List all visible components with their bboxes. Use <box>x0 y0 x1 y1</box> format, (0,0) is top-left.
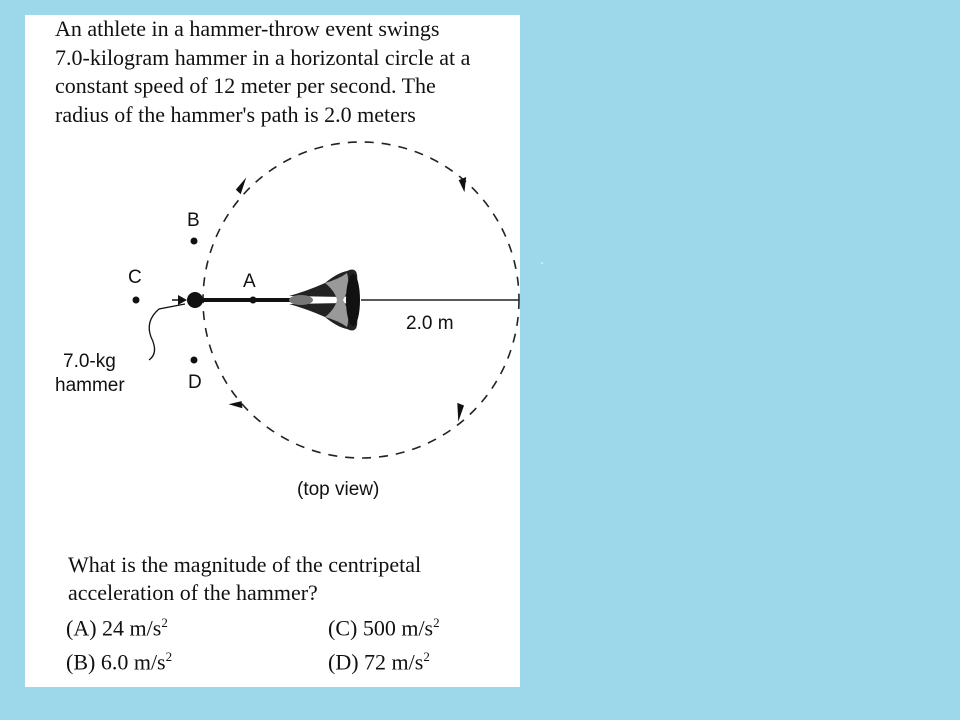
choice-a <box>66 615 168 641</box>
question-line: What is the magnitude of the centripetal <box>68 552 422 577</box>
question-line: acceleration of the hammer? <box>68 580 318 605</box>
label-point-c: C <box>128 267 142 288</box>
stray-dot <box>541 262 543 264</box>
choice-c-exponent: 2 <box>433 615 440 630</box>
question-text <box>68 551 421 607</box>
direction-arrow-icon <box>233 177 251 195</box>
problem-line: 7.0-kilogram hammer in a horizontal circle at a <box>55 44 471 70</box>
choice-c-text: (C) 500 m/s <box>328 615 434 641</box>
point-d-dot <box>191 357 198 364</box>
choice-d-text: (D) 72 m/s <box>328 649 424 675</box>
choice-d <box>328 649 430 675</box>
choice-a-exponent: 2 <box>161 615 168 630</box>
label-point-d: D <box>188 372 202 393</box>
choice-d-exponent: 2 <box>423 649 430 664</box>
hammer-throw-diagram <box>25 15 520 545</box>
point-c-dot <box>133 297 140 304</box>
label-hammer: hammer <box>55 375 125 396</box>
athlete-grip <box>289 270 360 331</box>
label-point-b: B <box>187 210 200 231</box>
label-point-a: A <box>243 271 256 292</box>
choice-c <box>328 615 440 641</box>
arrowhead <box>178 295 187 305</box>
point-b-dot <box>191 238 198 245</box>
label-radius: 2.0 m <box>406 313 454 334</box>
choice-b-text: (B) 6.0 m/s <box>66 649 166 675</box>
direction-arrow-icon <box>449 401 470 422</box>
label-top-view: (top view) <box>297 479 380 500</box>
label-hammer-mass: 7.0-kg <box>63 351 116 372</box>
hammer-ball <box>187 292 203 308</box>
hammer-leader-line <box>149 304 185 360</box>
problem-line: An athlete in a hammer-throw event swings <box>55 16 440 41</box>
problem-line: radius of the hammer's path is 2.0 meters <box>55 101 416 127</box>
worksheet-page <box>25 15 520 687</box>
choice-b <box>66 649 172 675</box>
problem-line: constant speed of 12 meter per second. The <box>55 73 436 98</box>
choice-a-text: (A) 24 m/s <box>66 615 162 641</box>
direction-arrow-icon <box>455 175 472 193</box>
point-a-dot <box>250 297 257 304</box>
choice-b-exponent: 2 <box>165 649 173 664</box>
